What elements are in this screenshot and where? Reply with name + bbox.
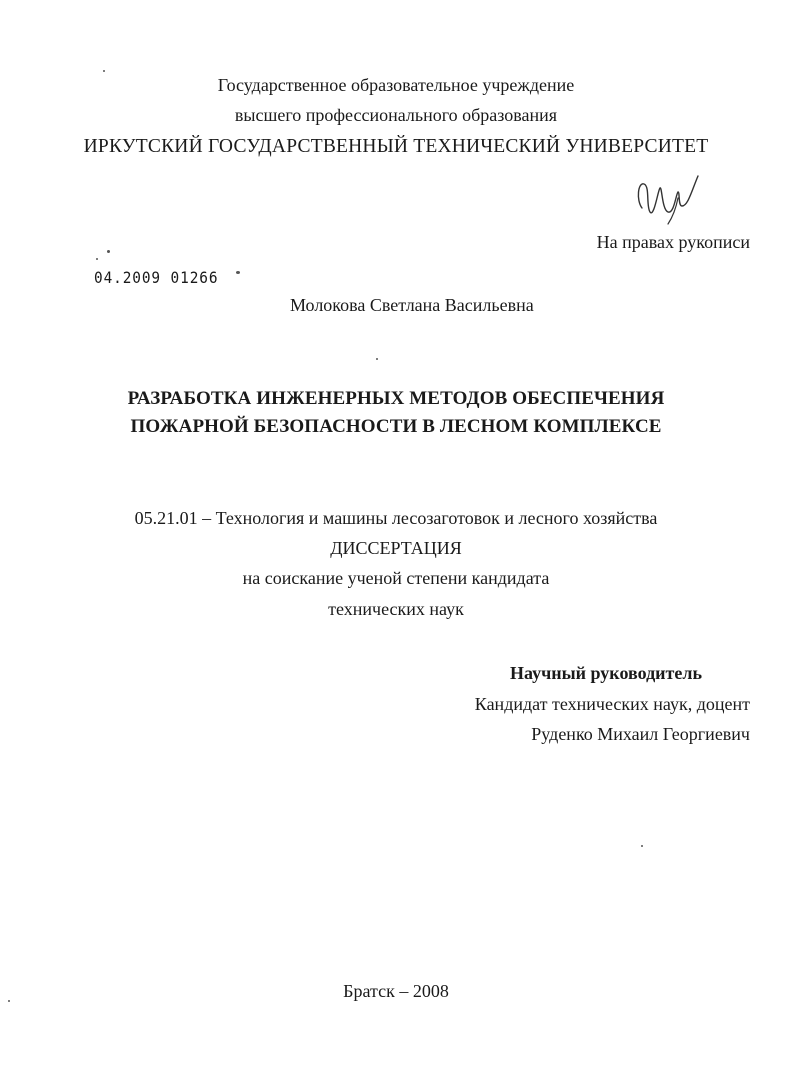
supervisor-name: Руденко Михаил Георгиевич <box>531 724 750 744</box>
scan-speck <box>103 70 105 72</box>
specialty-code: 05.21.01 – Технология и машины лесозаготовок и лесного хозяйства <box>134 508 658 528</box>
degree-line-1: на соискание ученой степени кандидата <box>242 568 550 588</box>
scan-speck <box>8 1000 10 1002</box>
author-name: Молокова Светлана Васильевна <box>290 295 534 315</box>
institution-line-1: Государственное образовательное учреждение <box>217 75 575 95</box>
scan-speck <box>236 271 240 274</box>
scan-speck <box>641 845 643 847</box>
institution-line-2: высшего профессионального образования <box>234 105 558 125</box>
university-name: ИРКУТСКИЙ ГОСУДАРСТВЕННЫЙ ТЕХНИЧЕСКИЙ УНИВЕРСИТЕТ <box>83 136 709 157</box>
rights-note: На правах рукописи <box>596 232 750 252</box>
registration-code: 04.2009 01266 <box>94 268 219 287</box>
city-year: Братск – 2008 <box>343 981 449 1001</box>
thesis-title-line-2: ПОЖАРНОЙ БЕЗОПАСНОСТИ В ЛЕСНОМ КОМПЛЕКСЕ <box>130 416 662 437</box>
work-type: ДИССЕРТАЦИЯ <box>330 538 462 558</box>
degree-line-2: технических наук <box>328 599 464 619</box>
supervisor-title: Кандидат технических наук, доцент <box>474 694 750 714</box>
thesis-title-line-1: РАЗРАБОТКА ИНЖЕНЕРНЫХ МЕТОДОВ ОБЕСПЕЧЕНИЯ <box>127 388 665 409</box>
handwritten-signature <box>632 172 704 228</box>
scan-speck <box>107 250 110 253</box>
scan-speck <box>96 258 98 260</box>
scan-speck <box>376 358 378 360</box>
supervisor-heading: Научный руководитель <box>510 663 702 683</box>
